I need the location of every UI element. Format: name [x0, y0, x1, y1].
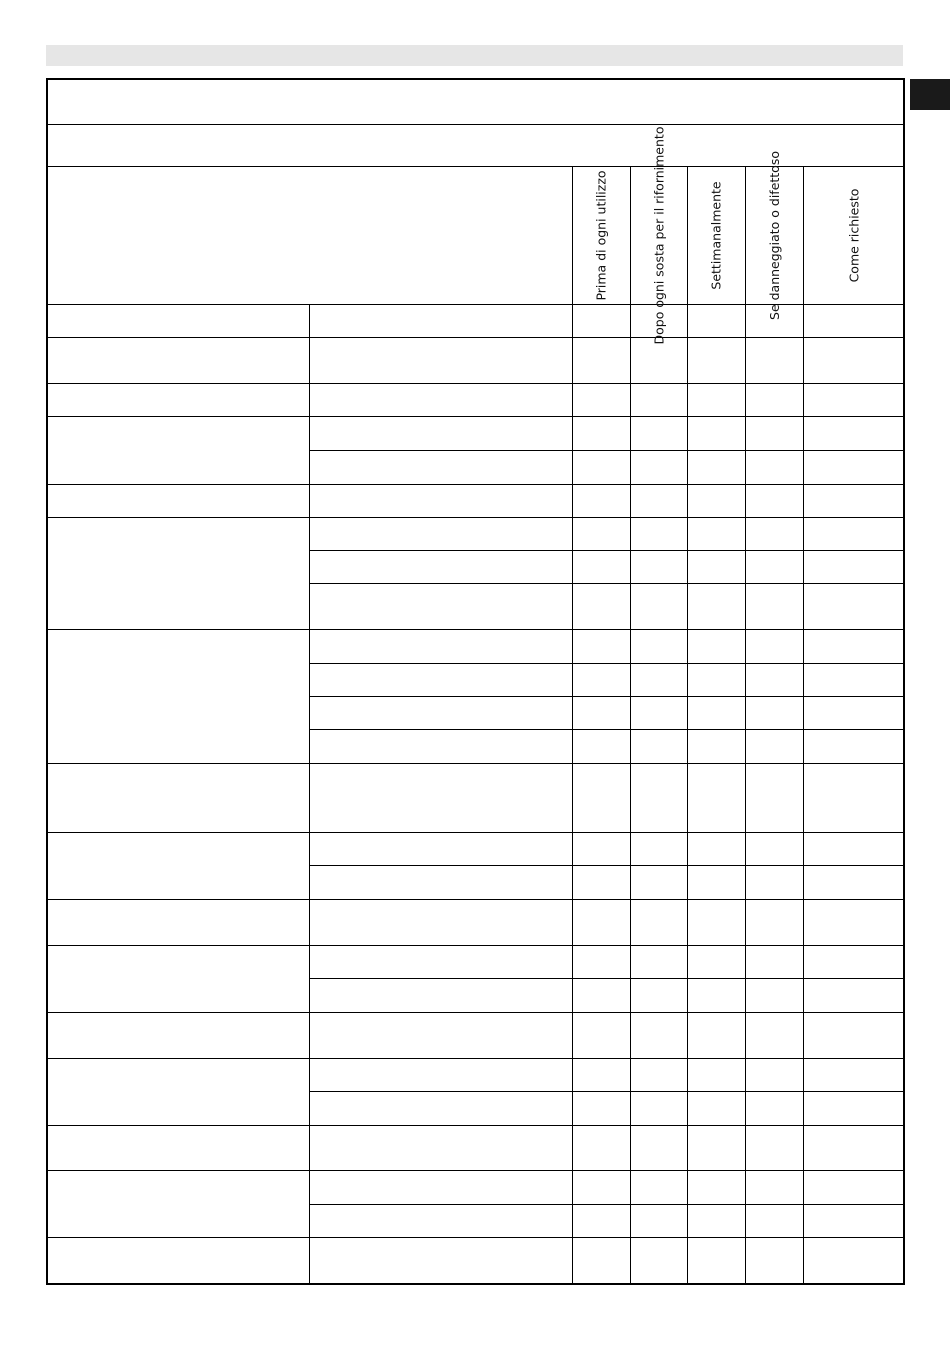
column-header-after-each-refuel	[631, 126, 687, 345]
column-header-label: Se danneggiato o difettoso	[767, 151, 783, 320]
column-header-label: Come richiesto	[845, 188, 861, 283]
column-header-weekly	[688, 167, 745, 304]
column-header-before-each-use	[573, 167, 630, 304]
column-header-label: Settimanalmente	[709, 181, 724, 290]
column-header-label: Prima di ogni utilizzo	[594, 170, 609, 301]
column-header-as-required	[804, 167, 903, 304]
column-header-if-damaged	[746, 151, 803, 320]
header-bar	[46, 45, 903, 66]
column-header-label: Dopo ogni sosta per il rifornimento	[651, 126, 667, 345]
language-tab-marker	[910, 79, 950, 110]
